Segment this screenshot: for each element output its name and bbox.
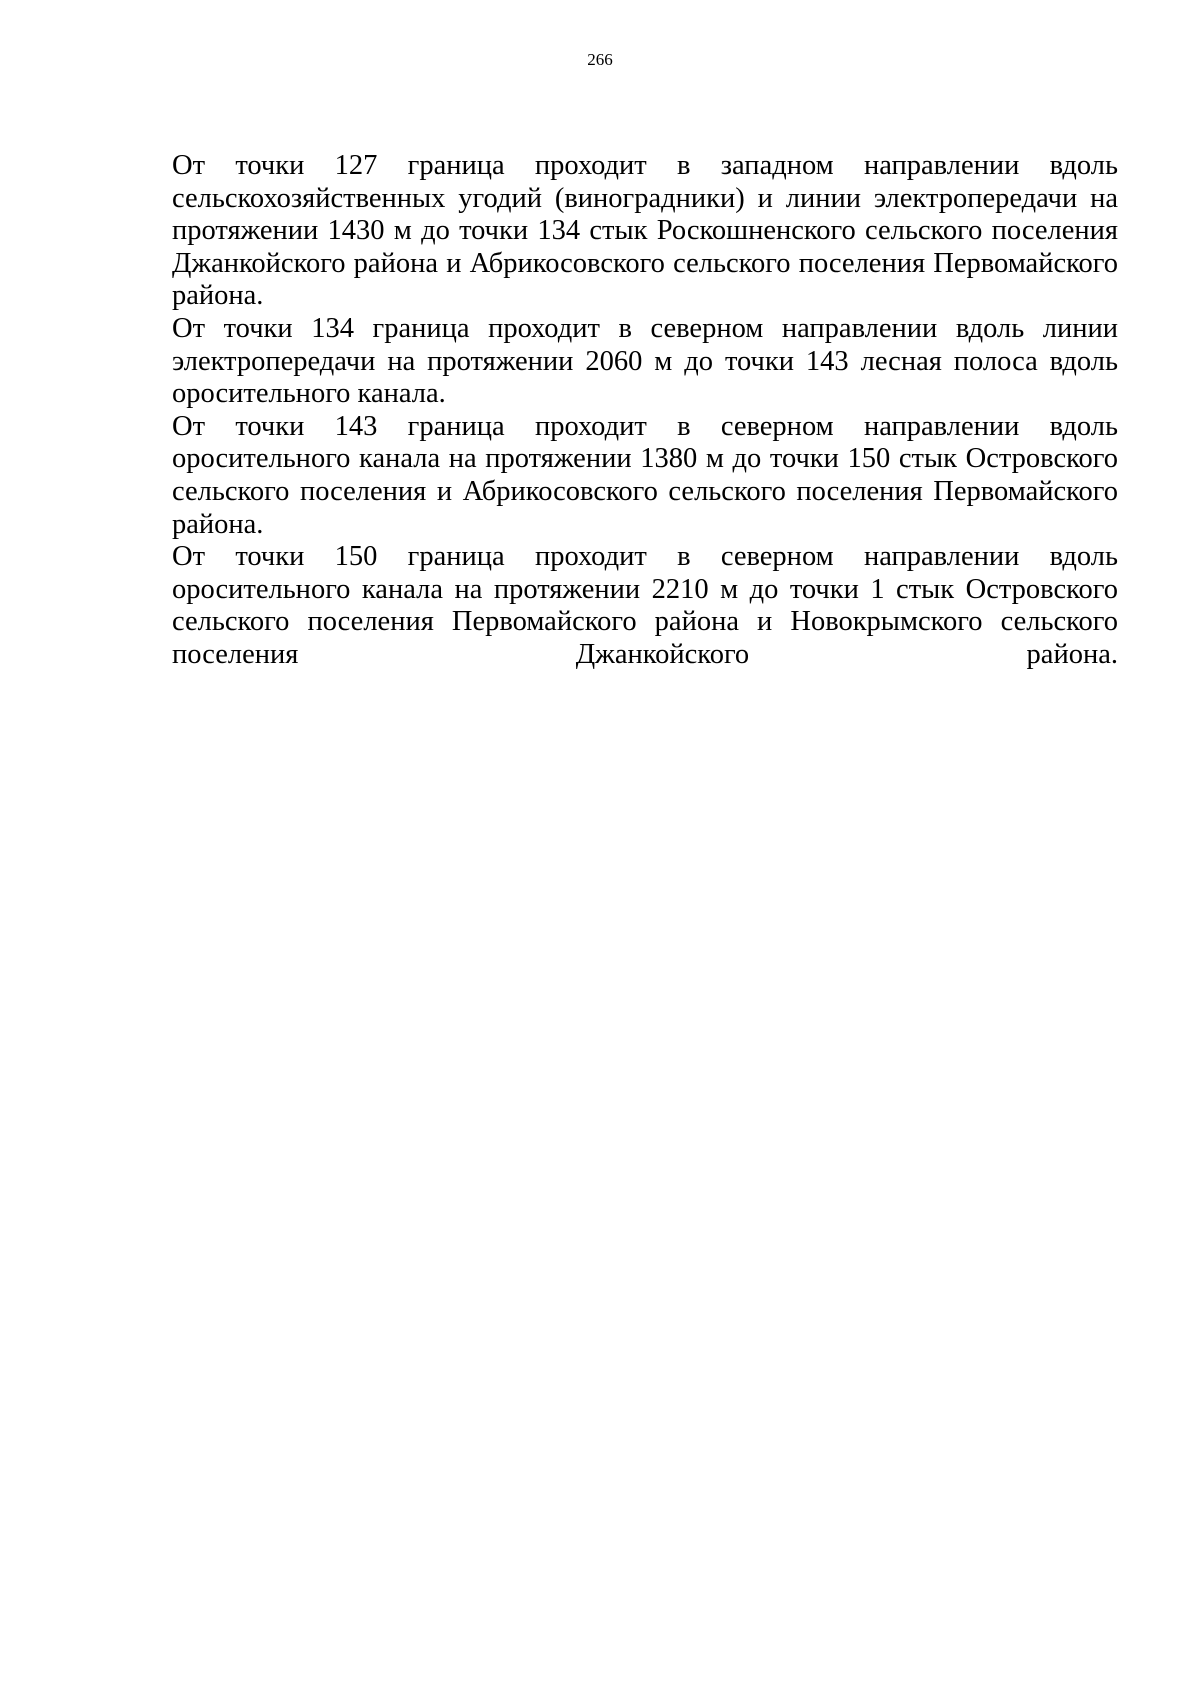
page-number: 266 xyxy=(587,50,613,69)
paragraph-4: От точки 150 граница проходит в северном направлении вдоль оросительного канала на протяжении 2210 м до точки 1 стык Островского сельского поселения Первомайского района и Новокрымского сельского поселения Джанкойского района. xyxy=(172,541,1118,670)
paragraph-2: От точки 134 граница проходит в северном направлении вдоль линии электропередачи на протяжении 2060 м до точки 143 лесная полоса вдоль оросительного канала. xyxy=(172,312,1118,410)
document-body xyxy=(172,150,1118,672)
paragraph-1: От точки 127 граница проходит в западном направлении вдоль сельскохозяйственных угодий (виноградники) и линии электропередачи на протяжении 1430 м до точки 134 стык Роскошненского сельского поселения Джанкойского района и Абрикосовского сельского поселения Первомайского района. xyxy=(172,150,1118,312)
paragraph-3: От точки 143 граница проходит в северном направлении вдоль оросительного канала на протяжении 1380 м до точки 150 стык Островского сельского поселения и Абрикосовского сельского поселения Первомайского района. xyxy=(172,410,1118,540)
